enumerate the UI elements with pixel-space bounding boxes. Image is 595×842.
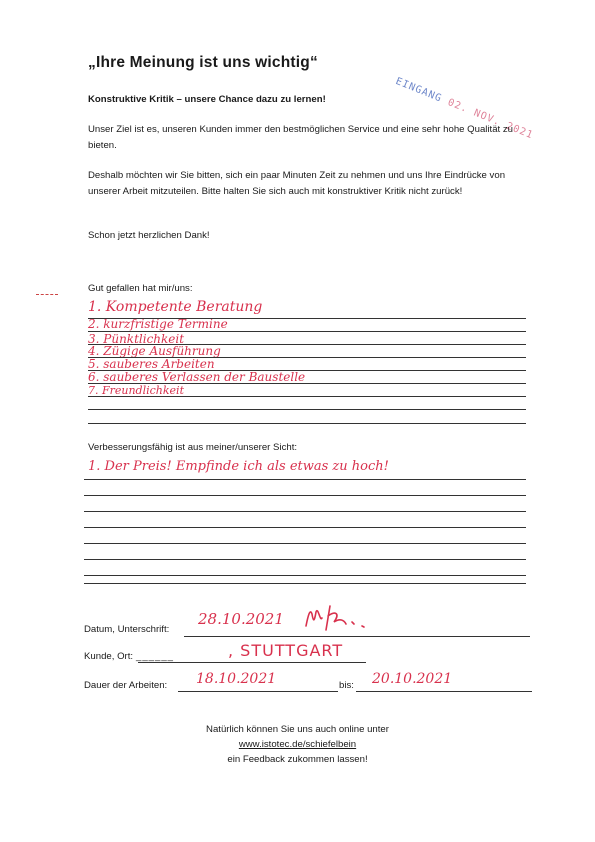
subtitle: Konstruktive Kritik – unsere Chance dazu zu lernen! (88, 94, 326, 105)
handwritten-signature (300, 600, 380, 636)
writing-line (84, 559, 526, 560)
footer-line-1: Natürlich können Sie uns auch online unter (206, 724, 389, 735)
customer-location-line (138, 662, 366, 663)
signature-label: Datum, Unterschrift: (84, 624, 170, 635)
writing-line (88, 383, 526, 384)
positive-entry-1: 1. Kompetente Beratung (88, 299, 263, 315)
work-start-line (178, 691, 338, 692)
writing-line (88, 370, 526, 371)
writing-line (84, 511, 526, 512)
positive-entry-2: 2. kurzfristige Termine (88, 317, 228, 331)
writing-line (88, 318, 526, 319)
stamp-text: EINGANG (393, 76, 444, 105)
positive-entry-6: 6. sauberes Verlassen der Baustelle (88, 370, 306, 384)
intro-paragraph-3: Schon jetzt herzlichen Dank! (88, 230, 210, 241)
writing-line (84, 583, 526, 584)
signature-line (184, 636, 530, 637)
positive-entry-4: 4. Zügige Ausführung (88, 344, 221, 358)
customer-location-label: Kunde, Ort: (84, 651, 134, 662)
writing-line (84, 575, 526, 576)
positive-entry-5: 5. sauberes Arbeiten (88, 357, 215, 371)
writing-line (84, 543, 526, 544)
positive-section-label: Gut gefallen hat mir/uns: (88, 283, 193, 294)
work-end-line (356, 691, 532, 692)
customer-location-value: , STUTTGART (228, 641, 344, 660)
footer-line-3: ein Feedback zukommen lassen! (227, 754, 368, 765)
work-duration-label: Dauer der Arbeiten: (84, 680, 168, 691)
positive-entry-3: 3. Pünktlichkeit (88, 332, 185, 346)
writing-line (88, 409, 526, 410)
page-title: „Ihre Meinung ist uns wichtig“ (88, 54, 318, 71)
writing-line (88, 396, 526, 397)
intro-paragraph-1: Unser Ziel ist es, unseren Kunden immer den bestmöglichen Service und eine sehr hohe Qualität zu bieten. (88, 124, 514, 151)
customer-blank: ______ (136, 651, 175, 662)
writing-line (84, 495, 526, 496)
writing-line (88, 357, 526, 358)
signature-date: 28.10.2021 (198, 610, 284, 628)
writing-line (88, 344, 526, 345)
work-end-date: 20.10.2021 (372, 671, 453, 687)
writing-line (88, 423, 526, 424)
improvement-entry-1: 1. Der Preis! Empfinde ich als etwas zu hoch! (88, 459, 389, 474)
work-start-date: 18.10.2021 (196, 671, 277, 687)
intro-paragraph-2: Deshalb möchten wir Sie bitten, sich ein paar Minuten Zeit zu nehmen und uns Ihre Eindrücke von unserer Arbeit mitzuteilen. Bitte halten Sie sich auch mit konstruktiver Kritik nicht zurück! (88, 170, 506, 197)
writing-line (88, 331, 526, 332)
improvement-section-label: Verbesserungsfähig ist aus meiner/unserer Sicht: (88, 442, 298, 453)
until-label: bis: (339, 680, 354, 691)
stamp-date: 02. NOV. 2021 (445, 97, 535, 142)
writing-line (84, 479, 526, 480)
feedback-link[interactable]: www.istotec.de/schiefelbein (238, 739, 357, 750)
positive-entry-7: 7. Freundlichkeit (88, 384, 184, 397)
margin-mark (36, 294, 58, 295)
writing-line (84, 527, 526, 528)
